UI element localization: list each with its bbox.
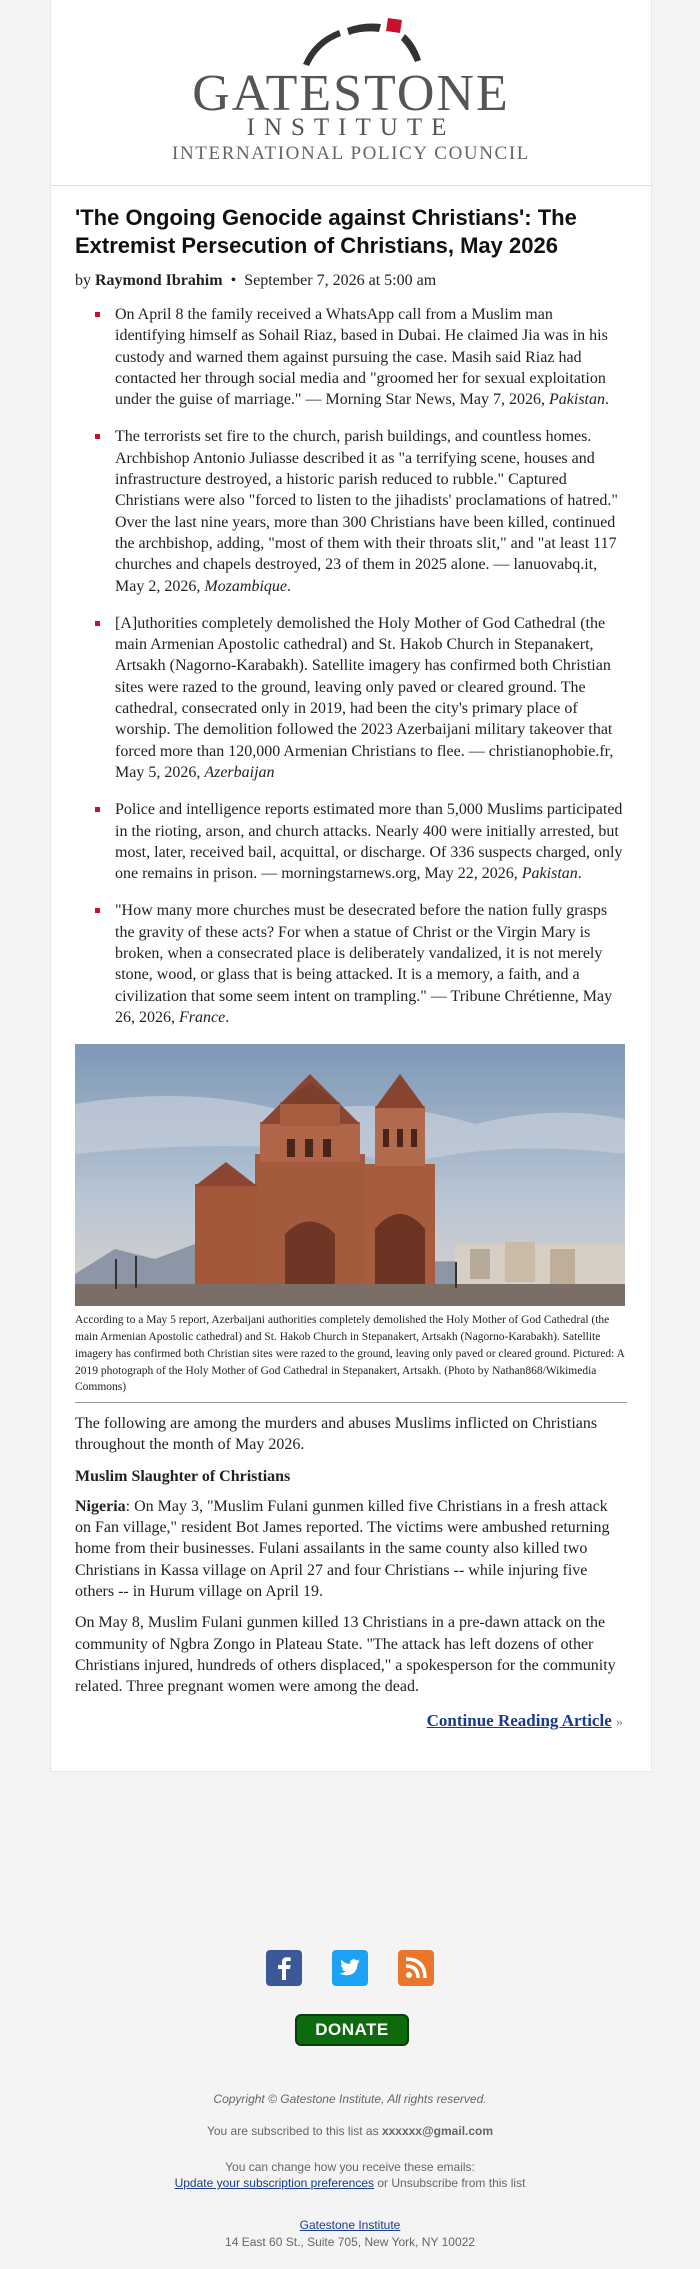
email-card — [50, 0, 652, 1772]
byline-prefix: by — [75, 272, 91, 289]
quote-item: Police and intelligence reports estimated more than 5,000 Muslims participated in the rioting, arson, and church attacks. Nearly 400 were initially arrested, but most, later, received bail, acquittal, or discharge. Of 336 suspects charged, only one remains in prison. — morningstarnews.org, May 22, 2026, Pakistan. — [91, 799, 627, 884]
continue-arrow: » — [616, 1715, 623, 1731]
quote-item: The terrorists set fire to the church, parish buildings, and countless homes. Archbishop Antonio Juliasse described it as "a terrifying scene, houses and infrastructure destroyed, a historic parish reduced to rubble." Captured Christians were also "forced to listen to the jihadists' proclamations of hatred." Over the last nine years, more than 300 Christians have been killed, continued the archbishop, adding, "most of them with their throats slit," and "at least 117 churches and chapels destroyed, 23 of them in 2025 alone. — lanuovabq.it, May 2, 2026, Mozambique. — [91, 426, 627, 596]
quote-country: France — [179, 1008, 226, 1026]
intro-paragraph: The following are among the murders and abuses Muslims inflicted on Christians throughout the month of May 2026. — [75, 1415, 598, 1454]
header-logo[interactable] — [51, 0, 651, 186]
logo-council: INTERNATIONAL POLICY COUNCIL — [172, 143, 530, 164]
subscription-line: You are subscribed to this list as xxxxxx@gmail.com — [206, 2124, 494, 2138]
preferences-line: Update your subscription preferences or Unsubscribe from this list — [174, 2176, 526, 2190]
rss-icon[interactable] — [398, 1950, 434, 1986]
card-bottom — [51, 1731, 651, 1772]
org-link[interactable]: Gatestone Institute — [299, 2218, 401, 2232]
author-name[interactable]: Raymond Ibrahim — [95, 272, 223, 289]
org-name — [0, 2218, 700, 2232]
org-address: 14 East 60 St., Suite 705, New York, NY 10022 — [225, 2235, 475, 2249]
quote-country: Pakistan — [521, 865, 578, 883]
quote-country: Mozambique — [204, 577, 287, 595]
subscriber-email: xxxxxx@gmail.com — [381, 2124, 494, 2138]
logo-wordmark: GATESTONE — [192, 65, 510, 122]
photo-caption: According to a May 5 report, Azerbaijani authorities completely demolished the Holy Mother of God Cathedral (the main Armenian Apostolic cathedral) and St. Hakob Church in Stepanakert, Artsakh (Nagorno-Karabakh). Satellite imagery has confirmed both Christian sites were razed to the ground, leaving only paved or cleared ground. Pictured: A 2019 photograph of the Holy Mother of God Cathedral in Stepanakert, Artsakh. (Photo by Nathan868/Wikimedia Commons) — [75, 1306, 627, 1403]
continue-reading-link[interactable]: Continue Reading Article — [426, 1711, 612, 1731]
continue-reading — [75, 1711, 623, 1731]
country-label: Nigeria — [75, 1497, 126, 1515]
update-preferences-link[interactable]: Update your subscription preferences — [174, 2176, 375, 2190]
section-heading: Muslim Slaughter of Christians — [75, 1467, 291, 1485]
quote-item: "How many more churches must be desecrated before the nation fully grasps the gravity of these acts? For when a statue of Christ or the Virgin Mary is broken, when a consecrated place is deliberately vandalized, it is not merely stone, wood, or glass that is being attacked. It is a memory, a faith, and a civilization that some seem intent on trampling." — Tribune Chrétienne, May 26, 2026, France. — [91, 900, 627, 1028]
quote-list — [75, 304, 627, 1028]
logo-subtitle: INSTITUTE — [246, 114, 456, 141]
byline-separator: • — [230, 272, 237, 289]
article-date: September 7, 2026 at 5:00 am — [244, 272, 437, 289]
article-title[interactable]: 'The Ongoing Genocide against Christians': The Extremist Persecution of Christians, May 2026 — [75, 205, 577, 258]
donate-button[interactable]: DONATE — [295, 2014, 409, 2046]
quote-country: Pakistan — [549, 391, 605, 409]
change-text: You can change how you receive these emails: — [225, 2160, 475, 2174]
quote-item: On April 8 the family received a WhatsApp call from a Muslim man identifying himself as Sohail Riaz, based in Dubai. He claimed Jia was in his custody and warned them against pursuing the case. Masih said Riaz had contacted her through social media and "groomed her for sexual exploitation under the guise of marriage." — Morning Star News, May 7, 2026, Pakistan. — [91, 304, 627, 410]
quote-country: Azerbaijan — [204, 763, 275, 781]
social-links — [0, 1950, 700, 1990]
cathedral-photo — [75, 1044, 625, 1306]
facebook-icon[interactable] — [266, 1950, 302, 1986]
byline — [75, 272, 627, 290]
twitter-icon[interactable] — [332, 1950, 368, 1986]
nigeria-paragraph-2: On May 8, Muslim Fulani gunmen killed 13 Christians in a pre-dawn attack on the community of Ngbra Zongo in Plateau State. "The attack has left dozens of other Christians injured, hundreds of others displaced," a spokesperson for the community related. Three pregnant women were among the dead. — [75, 1614, 616, 1696]
nigeria-paragraph-1: Nigeria: On May 3, "Muslim Fulani gunmen killed five Christians in a fresh attack on Fan village," resident Bot James reported. The victims were ambushed returning home from their businesses. Fulani assailants in the same county also killed two Christians in Kassa village on April 27 and four Christians -- while injuring five others -- in Hurum village on April 19. — [75, 1497, 610, 1600]
quote-item: [A]uthorities completely demolished the Holy Mother of God Cathedral (the main Armenian Apostolic cathedral) and St. Hakob Church in Stepanakert, Artsakh (Nagorno-Karabakh). Satellite imagery has confirmed both Christian sites were razed to the ground, leaving only paved or cleared ground. The cathedral, consecrated only in 2019, had been the city's primary place of worship. The demolition followed the 2023 Azerbaijani military takeover that forced more than 120,000 Armenian Christians to flee. — christianophobie.fr, May 5, 2026, Azerbaijan — [91, 613, 627, 783]
copyright-text: Copyright © Gatestone Institute, All rights reserved. — [213, 2092, 487, 2106]
